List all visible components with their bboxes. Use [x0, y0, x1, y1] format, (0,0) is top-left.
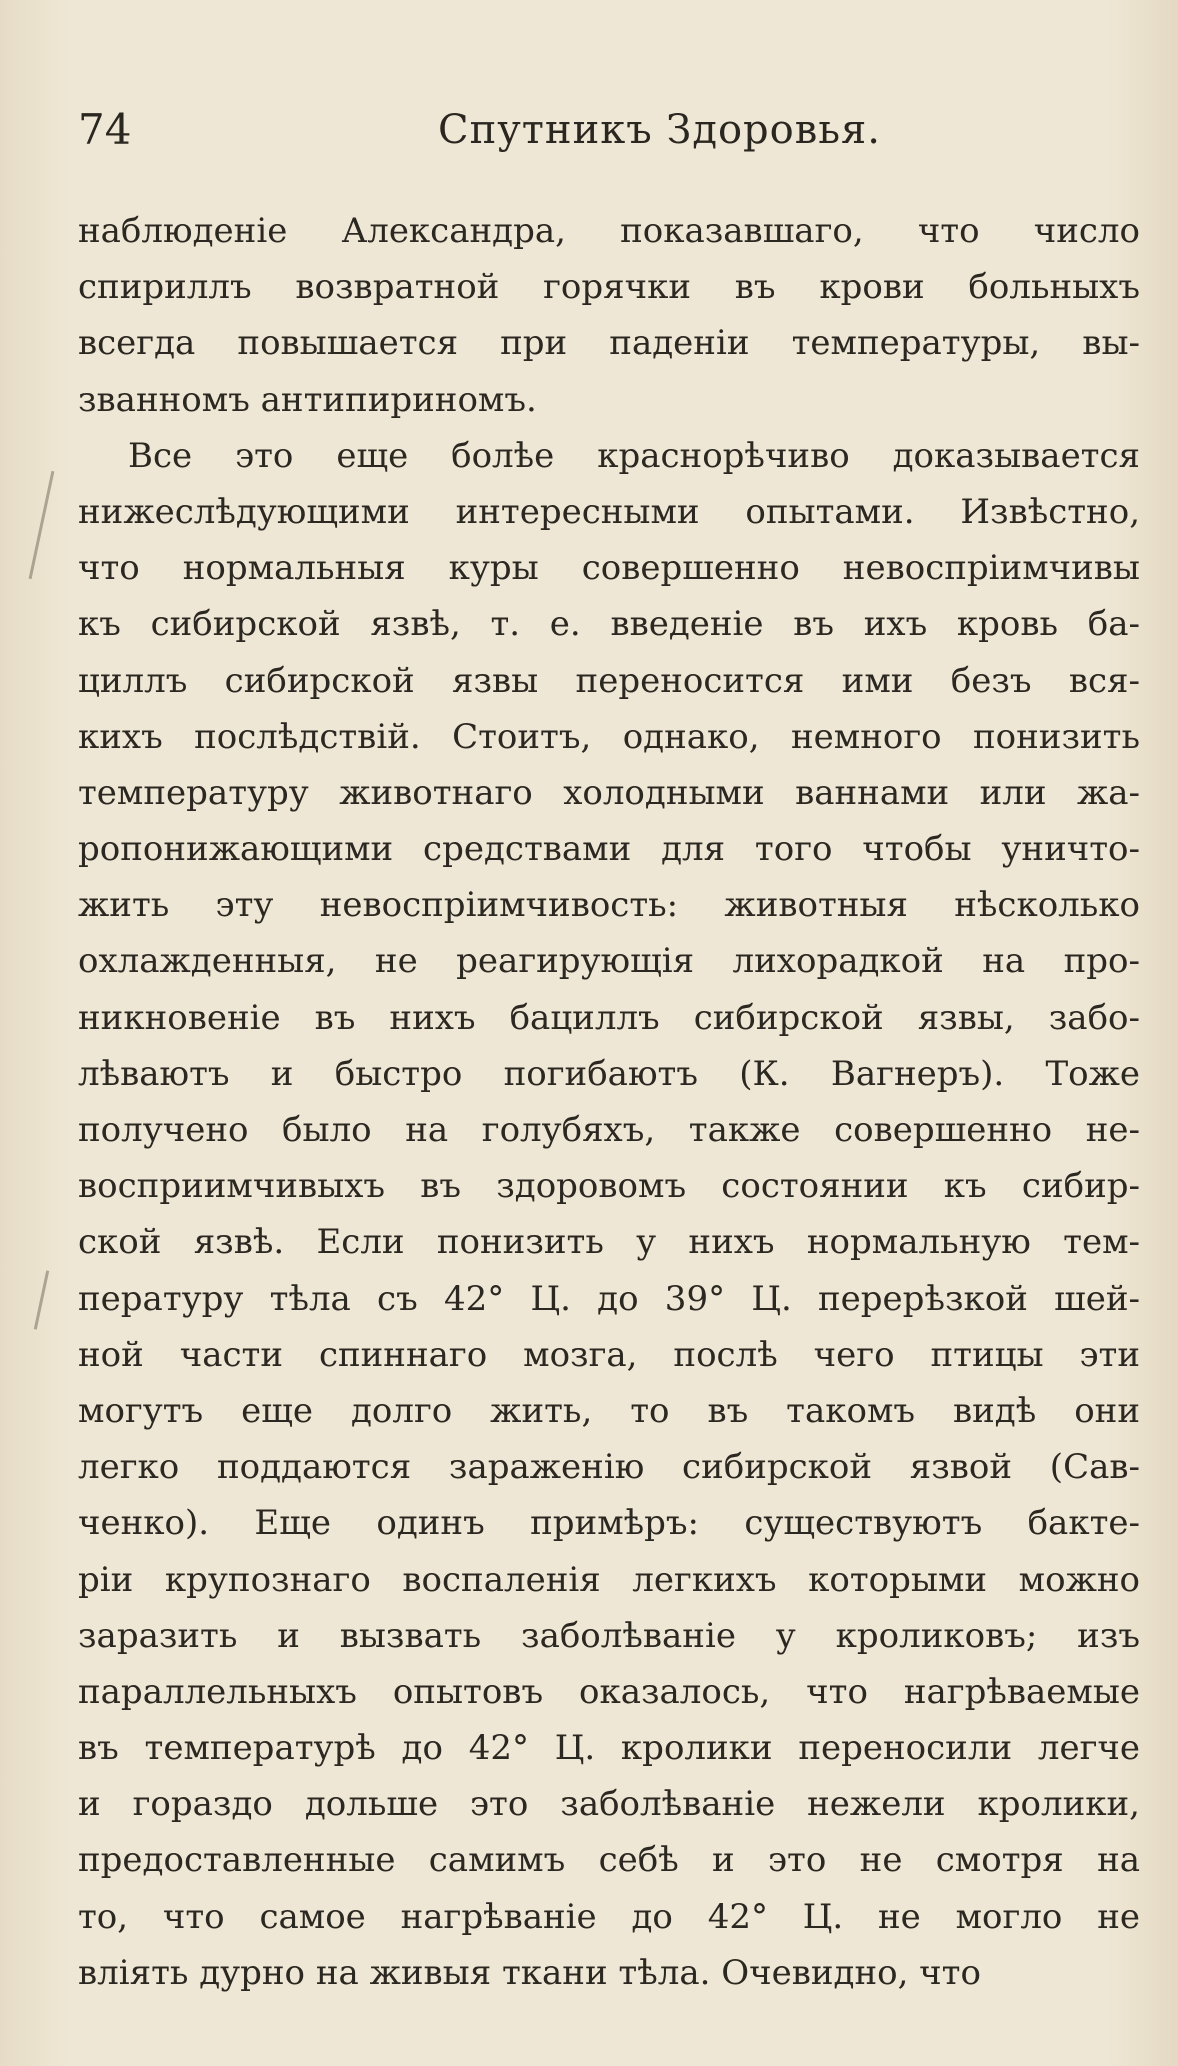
text-line: спириллъ возвратной горячки въ крови больныхъ	[78, 267, 1140, 308]
text-line: получено было на голубяхъ, также совершенно не-	[78, 1110, 1140, 1150]
text-line: никновеніе въ нихъ бациллъ сибирской язвы, забо-	[78, 997, 1140, 1038]
text-line: легко поддаются зараженію сибирской язвой (Сав-	[78, 1447, 1140, 1488]
text-line: то, что самое нагрѣваніе до 42° Ц. не могло не	[78, 1896, 1140, 1937]
text-line: въ температурѣ до 42° Ц. кролики переносили легче	[78, 1728, 1140, 1769]
text-line: жить эту невоспріимчивость: животныя нѣсколько	[78, 885, 1140, 926]
text-line: циллъ сибирской язвы переносится ими безъ вся-	[78, 660, 1140, 701]
text-line: параллельныхъ опытовъ оказалось, что нагрѣваемые	[78, 1671, 1140, 1712]
body-text	[78, 203, 1140, 2001]
text-line: температуру животнаго холодными ваннами или жа-	[78, 772, 1140, 813]
text-line: ной части спиннаго мозга, послѣ чего птицы эти	[78, 1334, 1140, 1375]
paragraph	[78, 203, 1140, 428]
text-line: ской язвѣ. Если понизить у нихъ нормальную тем-	[78, 1222, 1140, 1263]
text-line: наблюденіе Александра, показавшаго, что число	[78, 211, 1140, 251]
text-line: ріи крупознаго воспаленія легкихъ которыми можно	[78, 1559, 1140, 1600]
text-line: ропонижающими средствами для того чтобы уничто-	[78, 829, 1140, 870]
text-line: кихъ послѣдствій. Стоитъ, однако, немного понизить	[78, 716, 1140, 757]
text-line: Все это еще болѣе краснорѣчиво доказывается	[128, 435, 1140, 476]
text-line: ченко). Еще одинъ примѣръ: существуютъ бакте-	[78, 1503, 1140, 1544]
text-line: заразить и вызвать заболѣваніе у кроликовъ; изъ	[78, 1615, 1140, 1656]
page-number: 74	[78, 105, 132, 154]
text-line: званномъ антипириномъ.	[78, 379, 537, 420]
pencil-margin-mark	[29, 471, 55, 579]
text-line: лѣваютъ и быстро погибаютъ (К. Вагнеръ). Тоже	[78, 1053, 1140, 1094]
text-line: и гораздо дольше это заболѣваніе нежели кролики,	[78, 1784, 1140, 1825]
text-line: охлажденныя, не реагирующія лихорадкой на про-	[78, 941, 1140, 982]
text-line: всегда повышается при паденіи температуры, вы-	[78, 323, 1140, 364]
text-line: пературу тѣла съ 42° Ц. до 39° Ц. перерѣзкой шей-	[78, 1278, 1140, 1319]
text-line: могутъ еще долго жить, то въ такомъ видѣ они	[78, 1390, 1140, 1431]
page-header	[78, 100, 1140, 160]
running-title: Спутникъ Здоровья.	[438, 107, 881, 153]
text-line: что нормальныя куры совершенно невоспріимчивы	[78, 548, 1140, 589]
text-line: восприимчивыхъ въ здоровомъ состоянии къ сибир-	[78, 1166, 1140, 1207]
paragraph	[78, 428, 1140, 2001]
text-line: къ сибирской язвѣ, т. е. введеніе въ ихъ кровь ба-	[78, 604, 1140, 645]
text-line: предоставленные самимъ себѣ и это не смотря на	[78, 1840, 1140, 1881]
text-line: нижеслѣдующими интересными опытами. Извѣстно,	[78, 491, 1140, 532]
pencil-margin-mark	[34, 1270, 49, 1329]
text-line: вліять дурно на живыя ткани тѣла. Очевидно, что	[78, 1952, 981, 1993]
